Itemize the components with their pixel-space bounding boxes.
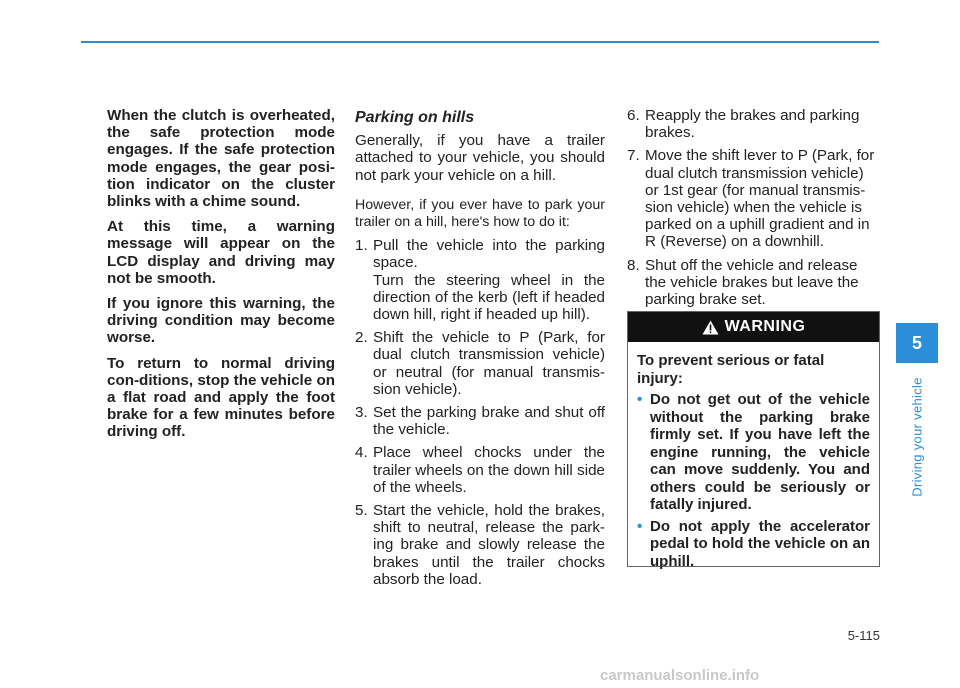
list-item	[627, 147, 880, 250]
step-text: Start the vehicle, hold the brakes, shift to neutral, release the park-ing brake and slowly release the brakes until the trailer chocks absorb the load.	[373, 502, 605, 588]
step-number: 8.	[627, 256, 640, 274]
list-item	[627, 257, 880, 309]
step-text: Shift the vehicle to P (Park, for dual clutch transmission vehicle) or neutral (for manual transmis-sion vehicle).	[373, 329, 605, 398]
list-item	[355, 329, 605, 398]
list-item	[637, 391, 870, 514]
step-text: Move the shift lever to P (Park, for dual clutch transmission vehicle) or 1st gear (for manual transmis-sion vehicle) when the vehicle is parked on a uphill gradient and in R (Reverse) on a downhill.	[645, 147, 875, 251]
step-text: Set the parking brake and shut off the vehicle.	[373, 404, 605, 439]
step-number: 3.	[355, 404, 368, 422]
step-number: 4.	[355, 444, 368, 462]
list-item	[355, 237, 605, 323]
step-text: Shut off the vehicle and release the vehicle brakes but leave the parking brake set.	[645, 256, 859, 309]
step-number: 2.	[355, 329, 368, 347]
warning-title: WARNING	[724, 318, 806, 335]
column-2	[355, 109, 605, 594]
step-number: 6.	[627, 107, 640, 124]
step-text: Place wheel chocks under the trailer wheels on the down hill side of the wheels.	[373, 444, 605, 496]
list-item	[637, 518, 870, 571]
bullet-icon: •	[637, 391, 643, 408]
warning-header	[628, 312, 879, 342]
clutch-paragraph-3: If you ignore this warning, the driving condition may become worse.	[107, 295, 335, 347]
step-number: 5.	[355, 502, 368, 520]
list-item	[355, 404, 605, 438]
clutch-paragraph-4: To return to normal driving con-ditions, stop the vehicle on a flat road and apply the foot brake for a few minutes before driving off.	[107, 354, 335, 441]
step-text: Pull the vehicle into the parking space.	[373, 237, 605, 272]
step-text: Reapply the brakes and parking brakes.	[645, 107, 860, 142]
step-number: 1.	[355, 237, 368, 255]
watermark: carmanualsonline.info	[600, 667, 760, 684]
section-heading: Parking on hills	[355, 109, 475, 126]
header-rule	[81, 41, 879, 43]
page-number: 5-115	[847, 628, 880, 643]
lead-paragraph: However, if you ever have to park your trailer on a hill, here's how to do it:	[355, 196, 605, 231]
step-number: 7.	[627, 147, 640, 165]
list-item	[355, 502, 605, 588]
warning-bullet-text: Do not get out of the vehicle without the parking brake firmly set. If you have left the engine running, the vehicle can move suddenly. You and others could be seriously or fatally injured.	[650, 391, 870, 513]
step-subtext: Turn the steering wheel in the direction of the kerb (left if headed down hill, right if headed up hill).	[373, 271, 605, 324]
list-item	[627, 107, 880, 141]
intro-paragraph: Generally, if you have a trailer attached to your vehicle, you should not park your vehicle on a hill.	[355, 132, 605, 184]
warning-bullet-text: Do not apply the accelerator pedal to hold the vehicle on an uphill.	[650, 517, 870, 570]
bullet-icon: •	[637, 517, 643, 535]
steps-list-continued	[627, 107, 880, 308]
warning-bullets	[637, 391, 870, 570]
warning-box	[627, 311, 880, 570]
clutch-paragraph-2: At this time, a warning message will appear on the LCD display and driving may not be smooth.	[107, 218, 335, 287]
steps-list	[355, 237, 605, 588]
chapter-title-text: Driving your vehicle	[909, 377, 925, 497]
clutch-paragraph-1: When the clutch is overheated, the safe protection mode engages. If the safe protection mode engages, the gear posi-tion indicator on the cluster blinks with a chime sound.	[107, 107, 335, 211]
chapter-number-tab: 5	[896, 323, 938, 363]
warning-body	[628, 342, 879, 570]
warning-intro: To prevent serious or fatal injury:	[637, 352, 825, 387]
list-item	[355, 444, 605, 496]
column-1	[107, 107, 335, 449]
chapter-title	[907, 372, 927, 502]
warning-triangle-icon	[702, 320, 719, 335]
column-3	[627, 107, 880, 314]
